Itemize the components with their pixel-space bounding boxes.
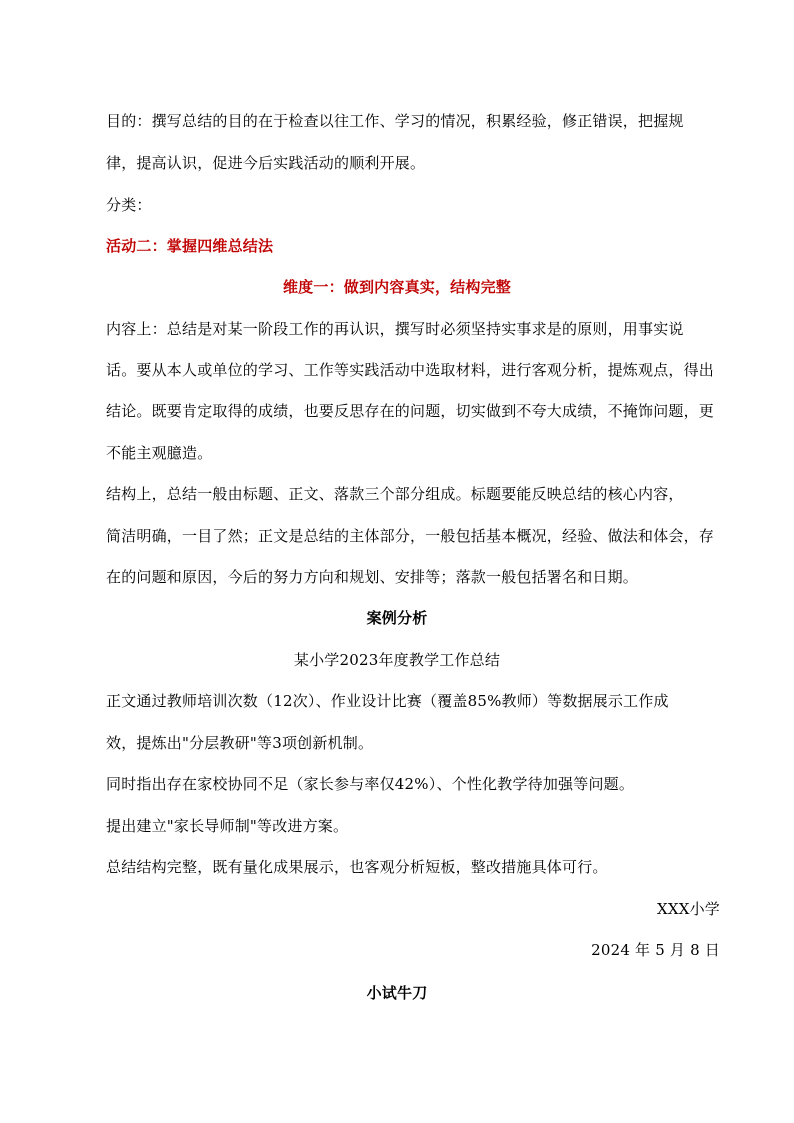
signature: XXX小学	[656, 900, 720, 918]
case-analysis-heading: 案例分析	[366, 609, 428, 627]
content-paragraph-line-2: 话。要从本人或单位的学习、工作等实践活动中选取材料，进行客观分析，提炼观点，得出	[106, 361, 715, 379]
content-paragraph-line-1: 内容上：总结是对某一阶段工作的再认识，撰写时必须坚持实事求是的原则，用事实说	[106, 320, 684, 338]
case-title: 某小学2023年度教学工作总结	[293, 651, 501, 669]
date: 2024 年 5 月 8 日	[591, 941, 720, 959]
case-paragraph-1-line-2: 效，提炼出"分层教研"等3项创新机制。	[106, 734, 374, 752]
activity-heading: 活动二：掌握四维总结法	[106, 237, 274, 255]
content-paragraph-line-4: 不能主观臆造。	[106, 444, 213, 462]
practice-heading: 小试牛刀	[366, 984, 428, 1002]
structure-paragraph-line-2: 简洁明确，一目了然；正文是总结的主体部分，一般包括基本概况，经验、做法和体会，存	[106, 527, 715, 545]
case-paragraph-2: 同时指出存在家校协同不足（家长参与率仅42%）、个性化教学待加强等问题。	[106, 775, 635, 793]
structure-paragraph-line-1: 结构上，总结一般由标题、正文、落款三个部分组成。标题要能反映总结的核心内容，	[106, 485, 684, 503]
dimension-heading: 维度一：做到内容真实，结构完整	[282, 278, 511, 296]
case-paragraph-4: 总结结构完整，既有量化成果展示，也客观分析短板，整改措施具体可行。	[106, 858, 608, 876]
category-label: 分类：	[106, 196, 152, 214]
purpose-paragraph-line-1: 目的：撰写总结的目的在于检查以往工作、学习的情况，积累经验，修正错误，把握规	[106, 112, 684, 130]
content-paragraph-line-3: 结论。既要肯定取得的成绩，也要反思存在的问题，切实做到不夸大成绩，不掩饰问题，更	[106, 402, 715, 420]
structure-paragraph-line-3: 在的问题和原因，今后的努力方向和规划、安排等；落款一般包括署名和日期。	[106, 568, 639, 586]
case-paragraph-1-line-1: 正文通过教师培训次数（12次）、作业设计比赛（覆盖85%教师）等数据展示工作成	[106, 692, 669, 710]
case-paragraph-3: 提出建立"家长导师制"等改进方案。	[106, 817, 349, 835]
purpose-paragraph-line-2: 律，提高认识，促进今后实践活动的顺利开展。	[106, 154, 426, 172]
